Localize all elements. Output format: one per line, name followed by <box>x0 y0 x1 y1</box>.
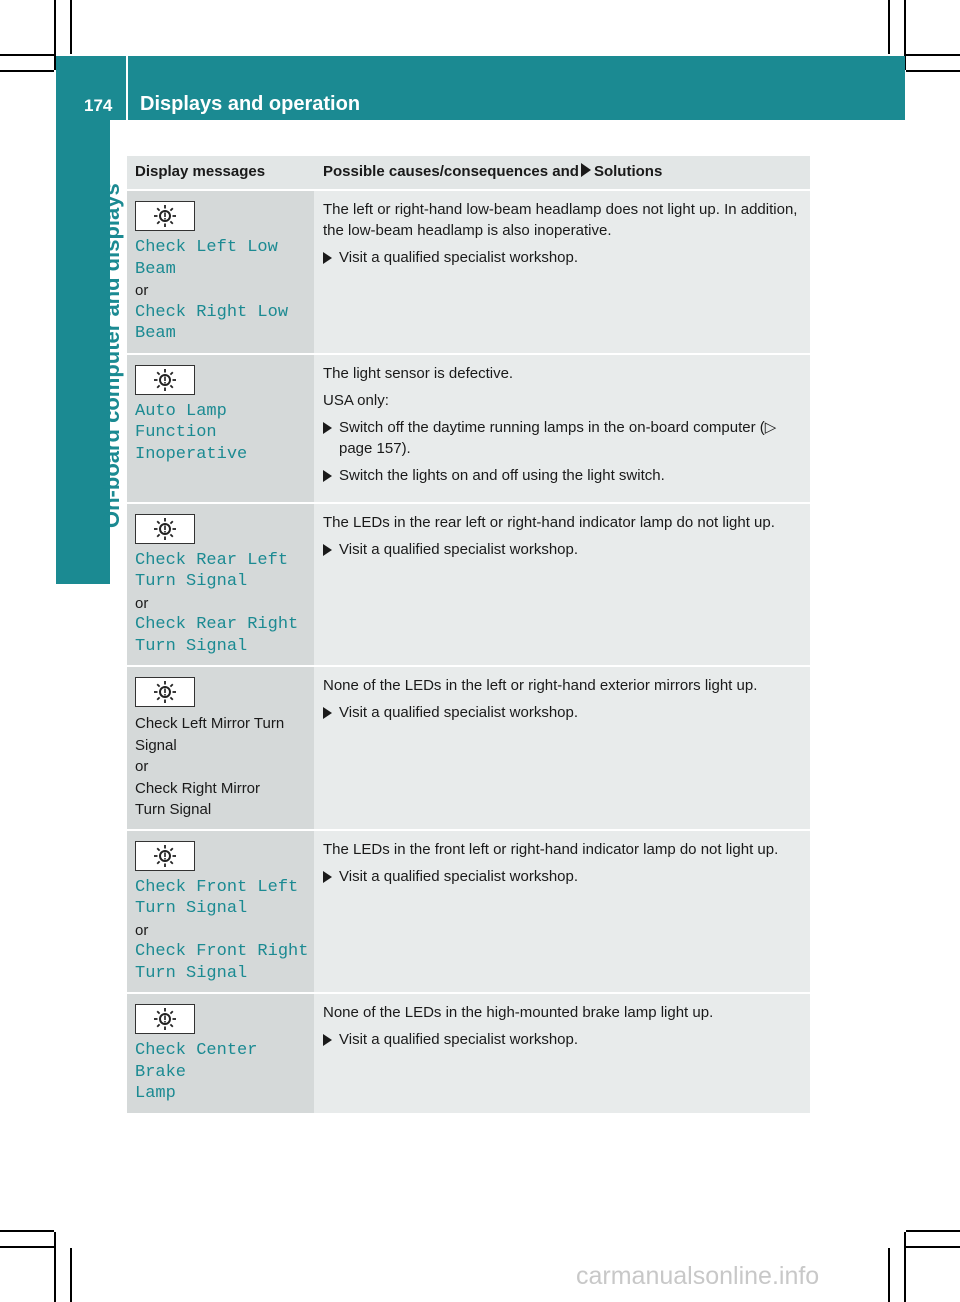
display-message-line: Turn Signal <box>135 572 248 591</box>
display-message-line: Lamp <box>135 1084 176 1103</box>
solution-cell <box>314 504 810 666</box>
display-message-line: Check Front Right <box>135 942 309 961</box>
cause-text: The LEDs in the rear left or right-hand indicator lamp do not light up. <box>323 513 775 531</box>
display-message-line: Turn Signal <box>135 636 248 656</box>
table-body <box>127 189 810 1113</box>
crop-mark <box>0 1246 54 1248</box>
step-arrow-icon <box>323 417 339 459</box>
display-message-cell <box>127 355 314 502</box>
step-arrow-icon <box>323 539 339 562</box>
display-message-line: or <box>135 594 149 612</box>
crop-mark <box>54 1232 56 1302</box>
display-message-line: Turn Signal <box>135 899 248 918</box>
display-message-line: or <box>135 758 149 775</box>
solution-text: Visit a qualified specialist workshop. <box>339 704 579 721</box>
bulb-fault-icon <box>135 201 195 231</box>
table-header-row <box>127 156 810 189</box>
solution-cell <box>314 831 810 993</box>
cause-text: The left or right-hand low-beam headlamp does not light up. In addition, the low-beam headlamp is also inoperative. <box>323 201 798 239</box>
display-message-line: Turn Signal <box>135 963 248 983</box>
bulb-fault-icon <box>135 841 195 871</box>
cause-text: The light sensor is defective. <box>323 364 514 382</box>
crop-mark <box>906 70 960 72</box>
display-message-line: Turn Signal <box>135 801 212 818</box>
table-row <box>127 829 810 993</box>
solution-step <box>323 247 804 270</box>
table-row <box>127 502 810 666</box>
table-row <box>127 353 810 502</box>
display-message-line: Check Right Mirror <box>135 779 261 797</box>
display-message-line: or <box>135 921 149 939</box>
crop-mark <box>0 54 54 56</box>
crop-mark <box>70 0 72 54</box>
display-message-line: Check Rear Left <box>135 550 289 570</box>
display-message-line: Check Left Low Beam <box>135 238 278 279</box>
solution-cell <box>314 994 810 1113</box>
table-row <box>127 992 810 1113</box>
messages-table <box>127 156 810 1113</box>
crop-mark <box>0 70 54 72</box>
solution-text: Visit a qualified specialist workshop. <box>339 249 579 266</box>
solution-cell <box>314 191 810 353</box>
solution-step <box>323 539 804 562</box>
step-arrow-icon <box>323 247 339 270</box>
solution-text: Switch the lights on and off using the light switch. <box>339 466 665 484</box>
solution-cell <box>314 355 810 502</box>
display-message-line: Signal <box>135 736 177 754</box>
display-message-line: Check Right Low <box>135 302 289 322</box>
solution-text: Visit a qualified specialist workshop. <box>339 867 579 885</box>
step-arrow-icon <box>323 1029 339 1052</box>
col-header-solutions <box>314 156 810 189</box>
display-message-line: or <box>135 282 149 299</box>
step-arrow-icon <box>323 702 339 725</box>
page-header <box>56 56 905 120</box>
display-message-cell <box>127 191 314 353</box>
crop-mark <box>888 0 890 54</box>
header-divider <box>126 56 128 120</box>
section-title: Displays and operation <box>140 93 361 115</box>
display-message-cell <box>127 667 314 829</box>
crop-mark <box>906 54 960 56</box>
solution-step <box>323 417 804 459</box>
table-row <box>127 189 810 353</box>
crop-mark <box>0 1230 54 1232</box>
bulb-fault-icon <box>135 677 195 707</box>
cause-text: None of the LEDs in the left or right-hand exterior mirrors light up. <box>323 677 758 694</box>
watermark: carmanualsonline.info <box>576 1262 820 1290</box>
display-message-cell <box>127 504 314 666</box>
crop-mark <box>906 1230 960 1232</box>
solution-text: Visit a qualified specialist workshop. <box>339 540 579 558</box>
solution-cell <box>314 667 810 829</box>
col-header-display-messages: Display messages <box>135 163 266 180</box>
solution-step <box>323 465 804 488</box>
display-message-line: Inoperative <box>135 444 248 464</box>
crop-mark <box>70 1248 72 1302</box>
crop-mark <box>888 1248 890 1302</box>
display-message-line: Check Center Brake <box>135 1041 258 1082</box>
bulb-fault-icon <box>135 514 195 544</box>
display-message-line: Beam <box>135 324 176 343</box>
col-header-causes-text: Possible causes/consequences and <box>323 163 579 180</box>
solution-step <box>323 866 804 889</box>
display-message-line: Check Left Mirror Turn <box>135 715 285 732</box>
display-message-line: Check Rear Right <box>135 615 299 634</box>
solution-text: Visit a qualified specialist workshop. <box>339 1031 579 1048</box>
crop-mark <box>904 1232 906 1302</box>
display-message-line: Check Front Left <box>135 877 299 897</box>
solution-step <box>323 702 804 725</box>
solution-step <box>323 1029 804 1052</box>
bulb-fault-icon <box>135 1004 195 1034</box>
crop-mark <box>906 1246 960 1248</box>
cause-text: USA only: <box>323 391 389 409</box>
solution-text: Switch off the daytime running lamps in the on-board computer (▷ page 157). <box>339 418 777 457</box>
table-row <box>127 665 810 829</box>
side-tab-label: On-board computer and displays <box>99 183 124 528</box>
cause-text: None of the LEDs in the high-mounted brake lamp light up. <box>323 1004 714 1021</box>
page-number: 174 <box>84 96 113 115</box>
step-arrow-icon <box>323 866 339 889</box>
col-header-solutions-text: Solutions <box>593 163 663 180</box>
bulb-fault-icon <box>135 365 195 395</box>
display-message-line: Auto Lamp Function <box>135 401 227 442</box>
solution-arrow-icon <box>581 163 591 177</box>
step-arrow-icon <box>323 465 339 488</box>
display-message-cell <box>127 994 314 1113</box>
cause-text: The LEDs in the front left or right-hand indicator lamp do not light up. <box>323 840 779 858</box>
display-message-cell <box>127 831 314 993</box>
